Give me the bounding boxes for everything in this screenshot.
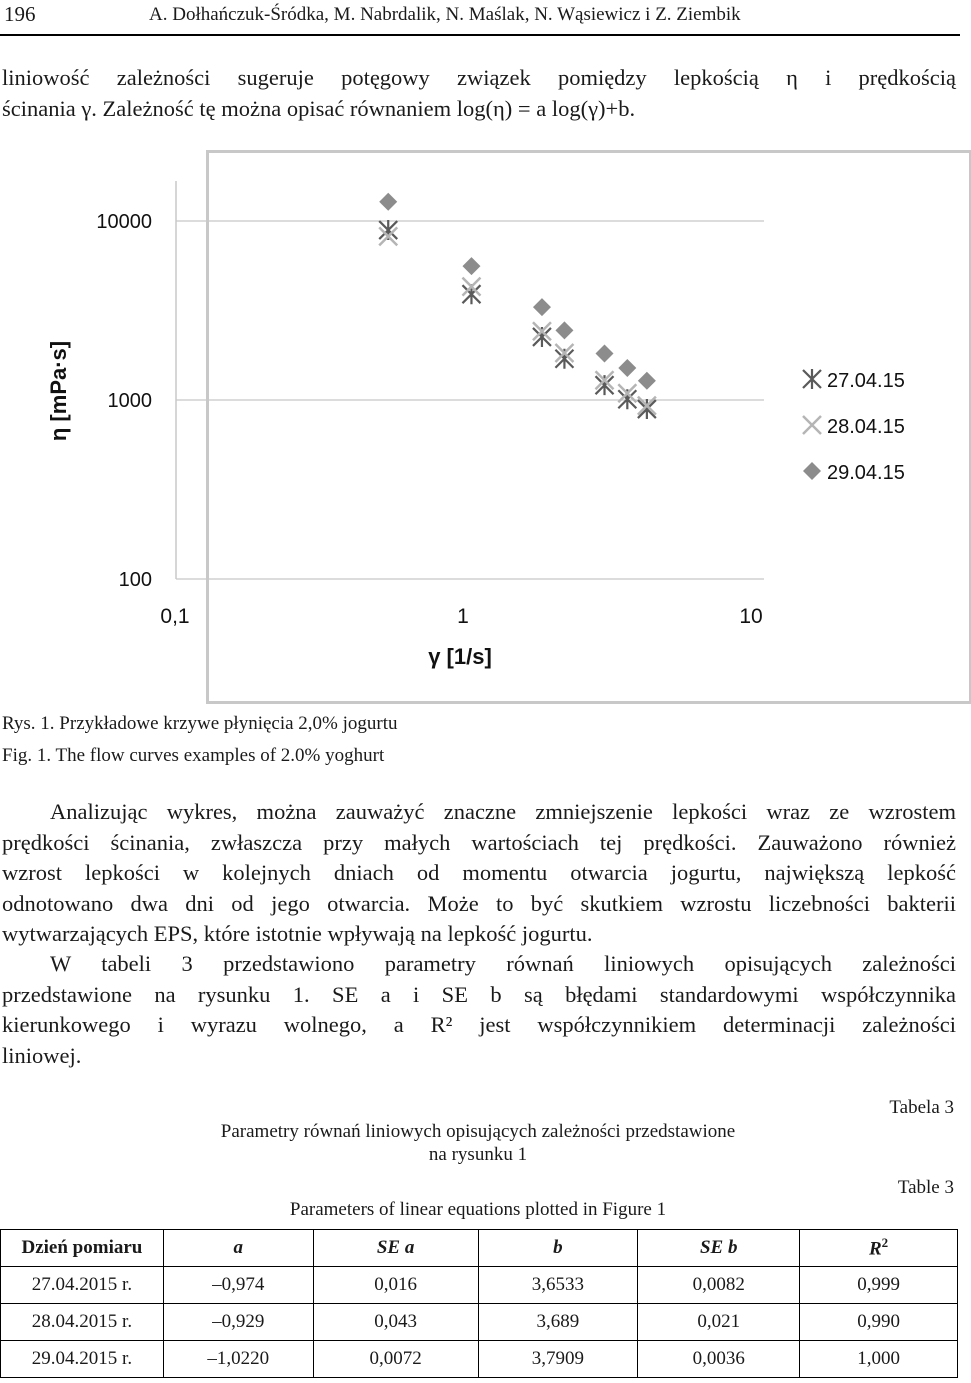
page-number: 196 (4, 2, 36, 26)
body-paragraph-1 (2, 797, 956, 950)
table-cell: 0,0082 (638, 1267, 800, 1304)
table-cell: 0,990 (800, 1304, 958, 1341)
table-cell: 0,021 (638, 1304, 800, 1341)
body-line: W tabeli 3 przedstawiono parametry równań liniowych opisujących zależności (50, 951, 956, 976)
table-cell: 29.04.2015 r. (1, 1341, 164, 1378)
y-axis-title: η [mPa·s] (46, 340, 71, 442)
figure-caption-pl: Rys. 1. Przykładowe krzywe płynięcia 2,0% jogurtu (2, 713, 398, 734)
table-cell: 0,999 (800, 1267, 958, 1304)
body-line: liniowej. (2, 1042, 82, 1068)
body-line: odnotowano dwa dni od jego otwarcia. Może to być skutkiem wzrostu liczebności bakterii (2, 890, 956, 916)
flow-curve-chart (46, 151, 971, 703)
body-line: wzrost lepkości w kolejnych dniach od momentu otwarcia jogurtu, największą lepkość (2, 860, 956, 885)
x-tick-label: 1 (457, 605, 469, 628)
y-tick-label: 10000 (96, 211, 152, 233)
y-tick-label: 100 (118, 569, 152, 591)
table-row (1, 1267, 958, 1304)
table-cell: 3,6533 (478, 1267, 638, 1304)
table-cell: 3,689 (478, 1304, 638, 1341)
body-line: wytwarzających EPS, które istotnie wpływają na lepkość jogurtu. (2, 921, 593, 946)
col-header-r2: $R^2$ (800, 1230, 958, 1267)
x-axis-title: γ [1/s] (428, 644, 492, 669)
col-header-a: a (163, 1230, 313, 1267)
table-cell: 0,016 (313, 1267, 478, 1304)
table-cell: 0,0036 (638, 1341, 800, 1378)
y-tick-label: 1000 (107, 390, 152, 412)
body-line: kierunkowego i wyrazu wolnego, a R² jest współczynnikiem determinacji zależności (2, 1012, 956, 1037)
table-label-en: Table 3 (897, 1177, 954, 1198)
body-paragraph-2 (2, 949, 956, 1071)
table-header-row (1, 1230, 958, 1267)
table-title-en: Parameters of linear equations plotted in Figure 1 (289, 1199, 667, 1220)
legend-label: 28.04.15 (827, 416, 905, 438)
body-line: prędkości ścinania, zwłaszcza przy małych wartościach tej prędkości. Zauważono również (2, 829, 956, 855)
table-row (1, 1341, 958, 1378)
table-cell: –0,974 (163, 1267, 313, 1304)
table-label-pl: Tabela 3 (889, 1097, 954, 1118)
table-cell: –1,0220 (163, 1341, 313, 1378)
table-title-pl-2: na rysunku 1 (428, 1144, 528, 1165)
running-authors: A. Dołhańczuk-Śródka, M. Nabrdalik, N. Maślak, N. Wąsiewicz i Z. Ziembik (149, 4, 741, 25)
table-title-pl-1: Parametry równań liniowych opisujących zależności przedstawione (220, 1121, 736, 1142)
intro-line-2: ścinania γ. Zależność tę można opisać równaniem log(η) = a log(γ)+b. (2, 95, 636, 121)
legend-label: 27.04.15 (827, 370, 905, 392)
body-line: Analizując wykres, można zauważyć znaczne zmniejszenie lepkości wraz ze wzrostem (50, 799, 956, 824)
col-header-b: b (478, 1230, 638, 1267)
col-header-se-a: SE a (313, 1230, 478, 1267)
table-cell: 27.04.2015 r. (1, 1267, 164, 1304)
table-cell: 1,000 (800, 1341, 958, 1378)
table-row (1, 1304, 958, 1341)
table-cell: 0,0072 (313, 1341, 478, 1378)
parameters-table (0, 1229, 958, 1378)
figure-caption-en: Fig. 1. The flow curves examples of 2.0% yoghurt (2, 745, 385, 766)
x-tick-label: 0,1 (160, 605, 190, 628)
legend-label: 29.04.15 (827, 462, 905, 484)
intro-line-1: liniowość zależności sugeruje potęgowy związek pomiędzy lepkością η i prędkością (2, 65, 956, 90)
table-cell: –0,929 (163, 1304, 313, 1341)
body-line: przedstawione na rysunku 1. SE a i SE b są błędami standardowymi współczynnika (2, 981, 956, 1007)
col-header-day: Dzień pomiaru (1, 1230, 164, 1267)
table-cell: 28.04.2015 r. (1, 1304, 164, 1341)
x-tick-label: 10 (739, 605, 763, 628)
intro-paragraph (2, 63, 956, 124)
table-cell: 0,043 (313, 1304, 478, 1341)
col-header-se-b: SE b (638, 1230, 800, 1267)
table-cell: 3,7909 (478, 1341, 638, 1378)
